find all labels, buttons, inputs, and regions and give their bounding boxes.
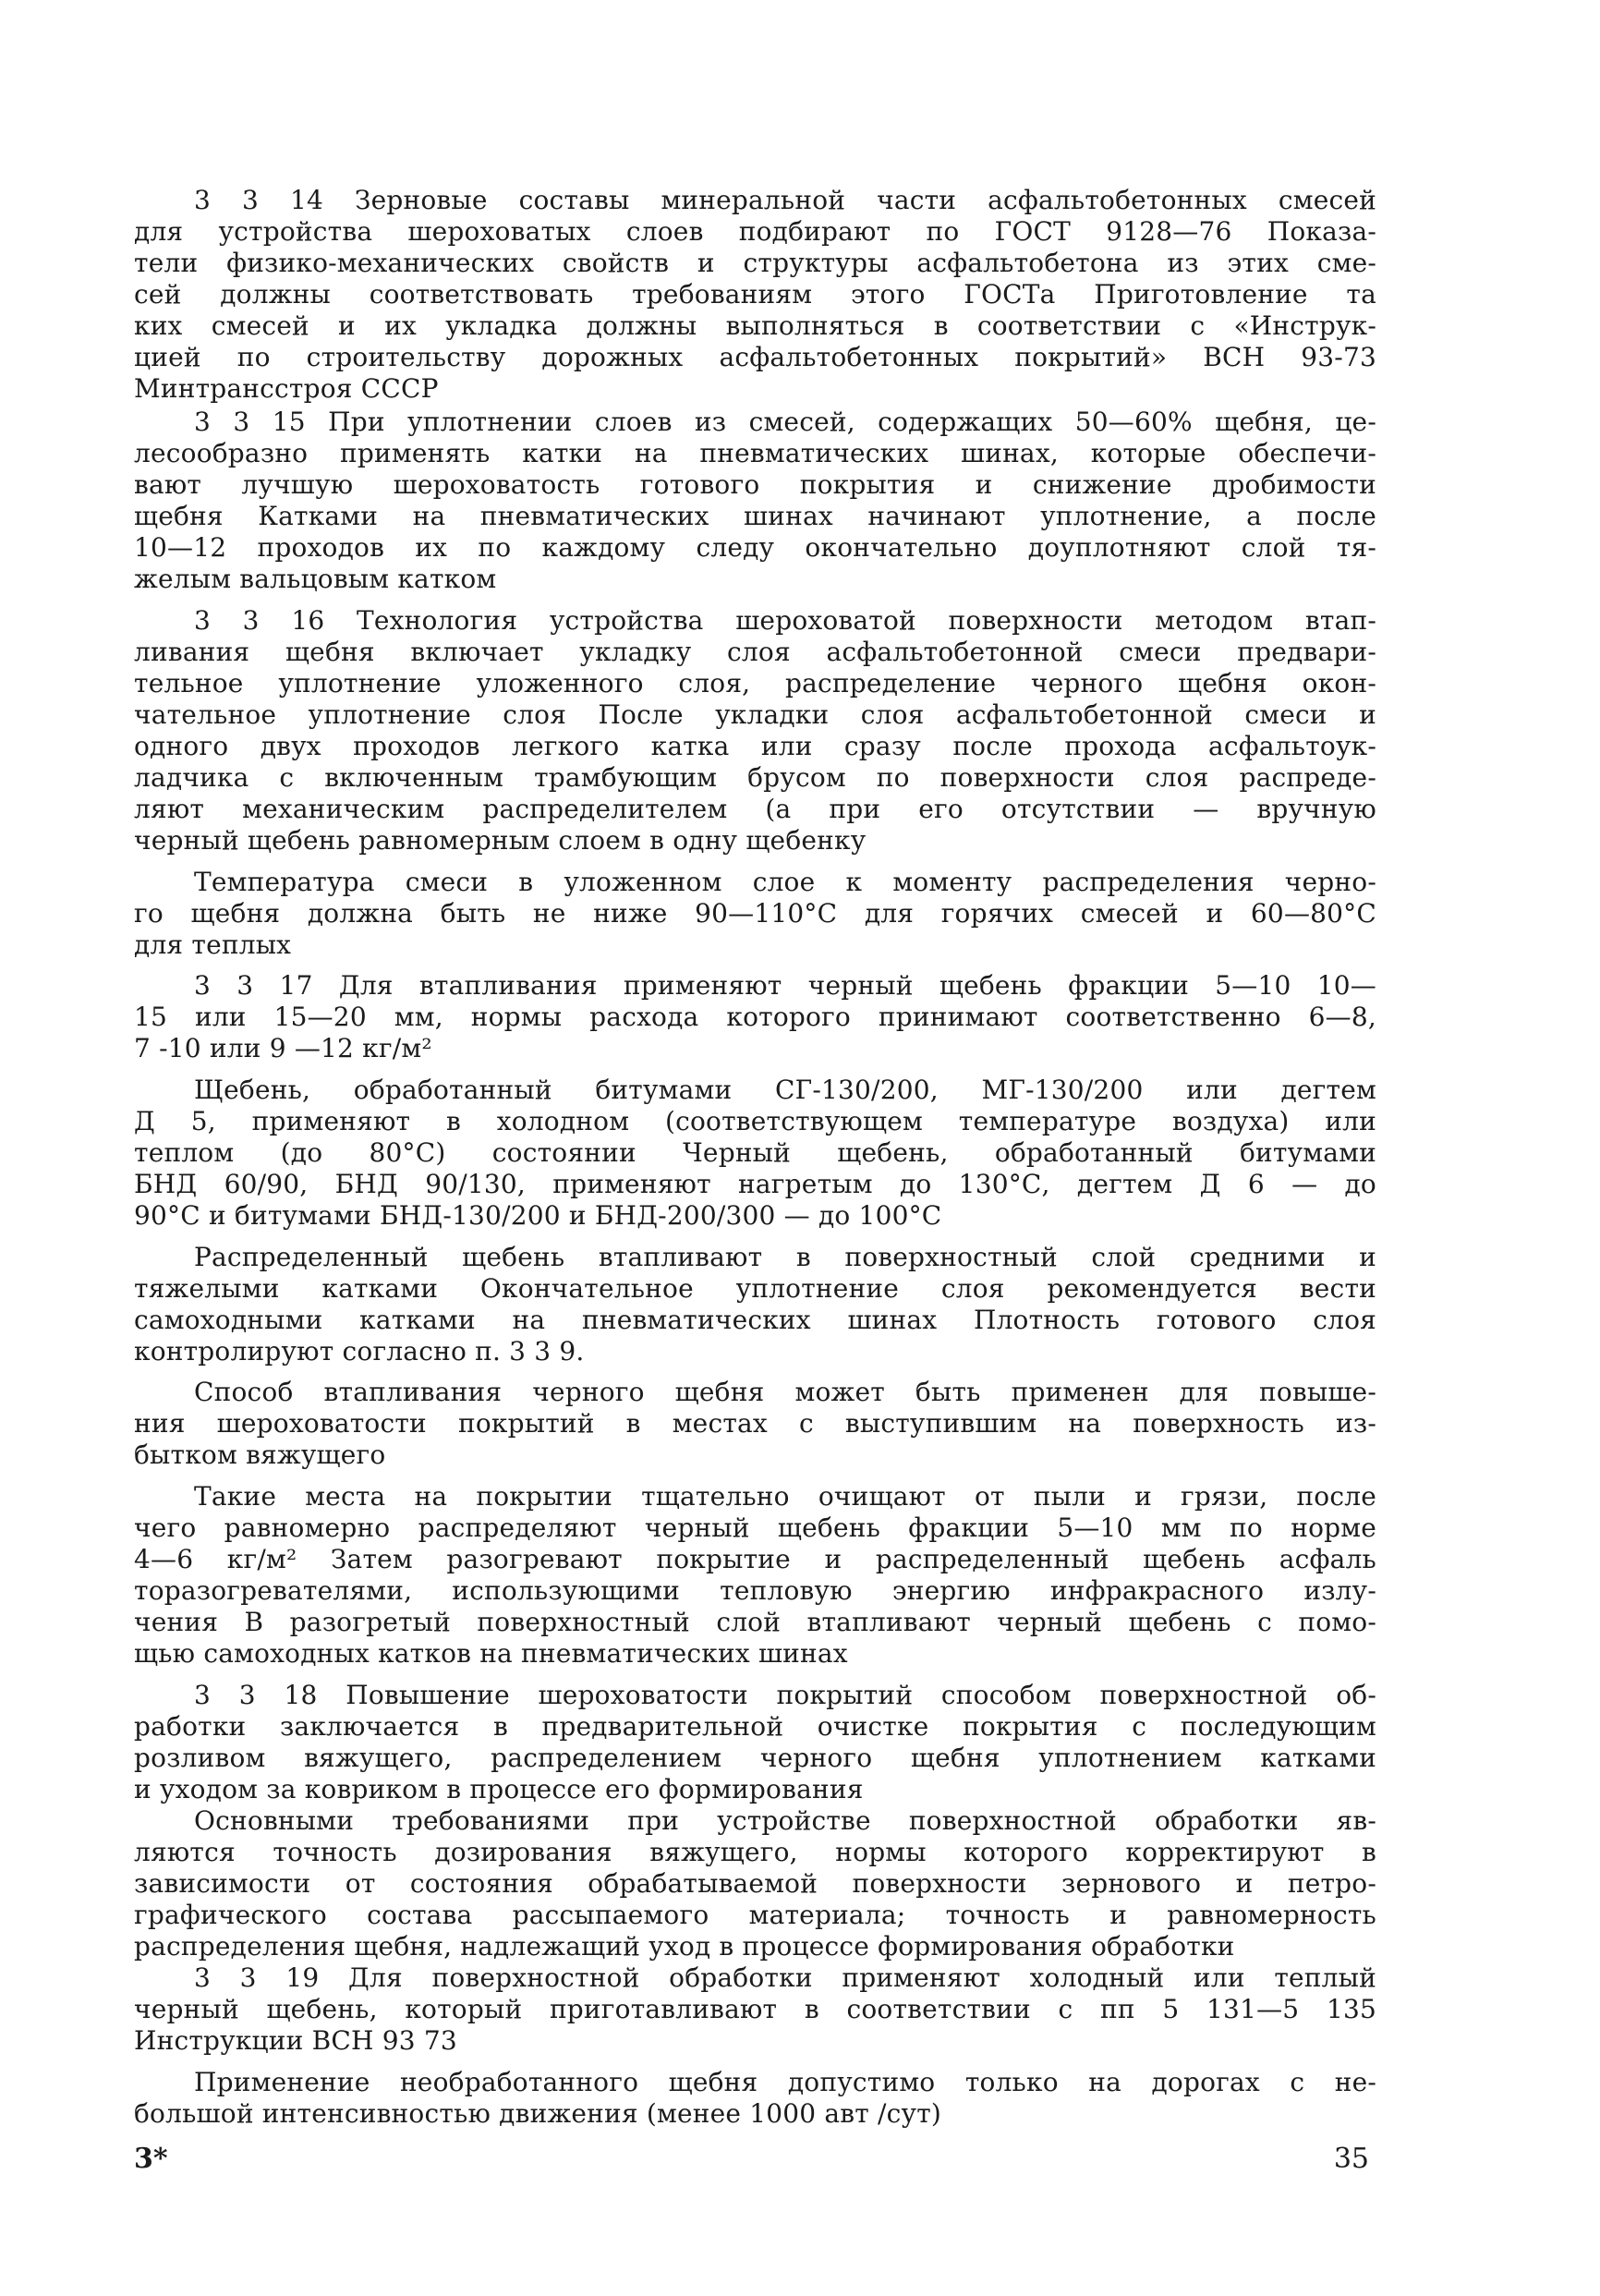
text-line: Минтрансстроя СССР xyxy=(134,373,439,404)
text-line: Такие места на покрытии тщательно очищают от пыли и грязи, после xyxy=(194,1481,1376,1512)
text-line: графического состава рассыпаемого материала; точность и равномерность xyxy=(134,1900,1376,1930)
text-line: Инструкции ВСН 93 73 xyxy=(134,2025,457,2056)
text-line: ляются точность дозирования вяжущего, нормы которого корректируют в xyxy=(134,1837,1376,1867)
signature-mark: 3* xyxy=(134,2143,168,2175)
text-line: ния шероховатости покрытий в местах с выступившим на поверхность из- xyxy=(134,1408,1376,1439)
text-line: тельное уплотнение уложенного слоя, распределение черного щебня окон- xyxy=(134,668,1376,699)
text-line: 4—6 кг/м² Затем разогревают покрытие и распределенный щебень асфаль xyxy=(134,1544,1376,1574)
text-line: бытком вяжущего xyxy=(134,1440,386,1470)
page-number: 35 xyxy=(1333,2143,1369,2175)
text-line: 3 3 18 Повышение шероховатости покрытий способом поверхностной об- xyxy=(194,1680,1376,1710)
text-line: 3 3 17 Для втапливания применяют черный щебень фракции 5—10 10— xyxy=(194,970,1376,1001)
text-line: вают лучшую шероховатость готового покрытия и снижение дробимости xyxy=(134,469,1376,500)
text-line: теплом (до 80°С) состоянии Черный щебень, обработанный битумами xyxy=(134,1137,1376,1168)
text-line: Основными требованиями при устройстве поверхностной обработки яв- xyxy=(194,1805,1376,1836)
text-line: черный щебень, который приготавливают в соответствии с пп 5 131—5 135 xyxy=(134,1994,1376,2024)
text-line: желым вальцовым катком xyxy=(134,564,497,594)
text-line: го щебня должна быть не ниже 90—110°С для горячих смесей и 60—80°С xyxy=(134,898,1376,929)
text-line: 15 или 15—20 мм, нормы расхода которого принимают соответственно 6—8, xyxy=(134,1002,1376,1032)
text-line: 7 -10 или 9 —12 кг/м² xyxy=(134,1033,432,1063)
text-line: щью самоходных катков на пневматических шинах xyxy=(134,1638,848,1669)
text-line: 3 3 19 Для поверхностной обработки применяют холодный или теплый xyxy=(194,1962,1376,1993)
text-line: черный щебень равномерным слоем в одну щебенку xyxy=(134,825,867,856)
text-line: чательное уплотнение слоя После укладки слоя асфальтобетонной смеси и xyxy=(134,699,1376,730)
text-line: БНД 60/90, БНД 90/130, применяют нагретым до 130°С, дегтем Д 6 — до xyxy=(134,1169,1376,1199)
text-line: Распределенный щебень втапливают в поверхностный слой средними и xyxy=(194,1242,1376,1272)
text-line: для теплых xyxy=(134,929,292,960)
text-line: розливом вяжущего, распределением черного щебня уплотнением катками xyxy=(134,1743,1376,1773)
text-line: чения В разогретый поверхностный слой втапливают черный щебень с помо- xyxy=(134,1607,1376,1637)
text-line: и уходом за ковриком в процессе его формирования xyxy=(134,1774,864,1804)
text-line: одного двух проходов легкого катка или сразу после прохода асфальтоук- xyxy=(134,731,1376,761)
text-line: Температура смеси в уложенном слое к моменту распределения черно- xyxy=(194,867,1376,897)
text-line: сей должны соответствовать требованиям этого ГОСТа Приготовление та xyxy=(134,279,1376,310)
text-line: 3 3 15 При уплотнении слоев из смесей, содержащих 50—60% щебня, це- xyxy=(194,407,1376,437)
text-line: контролируют согласно п. 3 3 9. xyxy=(134,1336,585,1367)
text-line: 3 3 14 Зерновые составы минеральной части асфальтобетонных смесей xyxy=(194,185,1376,215)
text-line: 90°С и битумами БНД-130/200 и БНД-200/300 — до 100°С xyxy=(134,1200,942,1231)
text-line: работки заключается в предварительной очистке покрытия с последующим xyxy=(134,1711,1376,1742)
text-line: Щебень, обработанный битумами СГ-130/200, МГ-130/200 или дегтем xyxy=(194,1075,1376,1105)
text-line: лесообразно применять катки на пневматических шинах, которые обеспечи- xyxy=(134,438,1376,468)
text-line: Применение необработанного щебня допустимо только на дорогах с не- xyxy=(194,2067,1376,2097)
text-line: Способ втапливания черного щебня может быть применен для повыше- xyxy=(194,1377,1376,1407)
text-line: 3 3 16 Технология устройства шероховатой поверхности методом втап- xyxy=(194,605,1376,636)
text-line: цией по строительству дорожных асфальтобетонных покрытий» ВСН 93-73 xyxy=(134,342,1376,372)
text-line: 10—12 проходов их по каждому следу окончательно доуплотняют слой тя- xyxy=(134,532,1376,563)
text-line: самоходными катками на пневматических шинах Плотность готового слоя xyxy=(134,1305,1376,1335)
text-line: чего равномерно распределяют черный щебень фракции 5—10 мм по норме xyxy=(134,1512,1376,1543)
text-line: Д 5, применяют в холодном (соответствующем температуре воздуха) или xyxy=(134,1106,1376,1136)
text-line: ких смесей и их укладка должны выполняться в соответствии с «Инструк- xyxy=(134,310,1376,341)
text-line: ливания щебня включает укладку слоя асфальтобетонной смеси предвари- xyxy=(134,637,1376,667)
text-line: для устройства шероховатых слоев подбирают по ГОСТ 9128—76 Показа- xyxy=(134,216,1376,247)
text-line: щебня Катками на пневматических шинах начинают уплотнение, а после xyxy=(134,501,1376,531)
text-line: зависимости от состояния обрабатываемой поверхности зернового и петро- xyxy=(134,1868,1376,1899)
text-line: тели физико-механических свойств и структуры асфальтобетона из этих сме- xyxy=(134,248,1376,278)
text-line: тяжелыми катками Окончательное уплотнение слоя рекомендуется вести xyxy=(134,1273,1376,1304)
text-line: распределения щебня, надлежащий уход в процессе формирования обработки xyxy=(134,1931,1235,1962)
text-line: ляют механическим распределителем (а при его отсутствии — вручную xyxy=(134,794,1376,824)
text-line: ладчика с включенным трамбующим брусом по поверхности слоя распреде- xyxy=(134,762,1376,793)
text-line: большой интенсивностью движения (менее 1000 авт /сут) xyxy=(134,2098,942,2129)
text-line: торазогревателями, использующими тепловую энергию инфракрасного излу- xyxy=(134,1575,1376,1606)
